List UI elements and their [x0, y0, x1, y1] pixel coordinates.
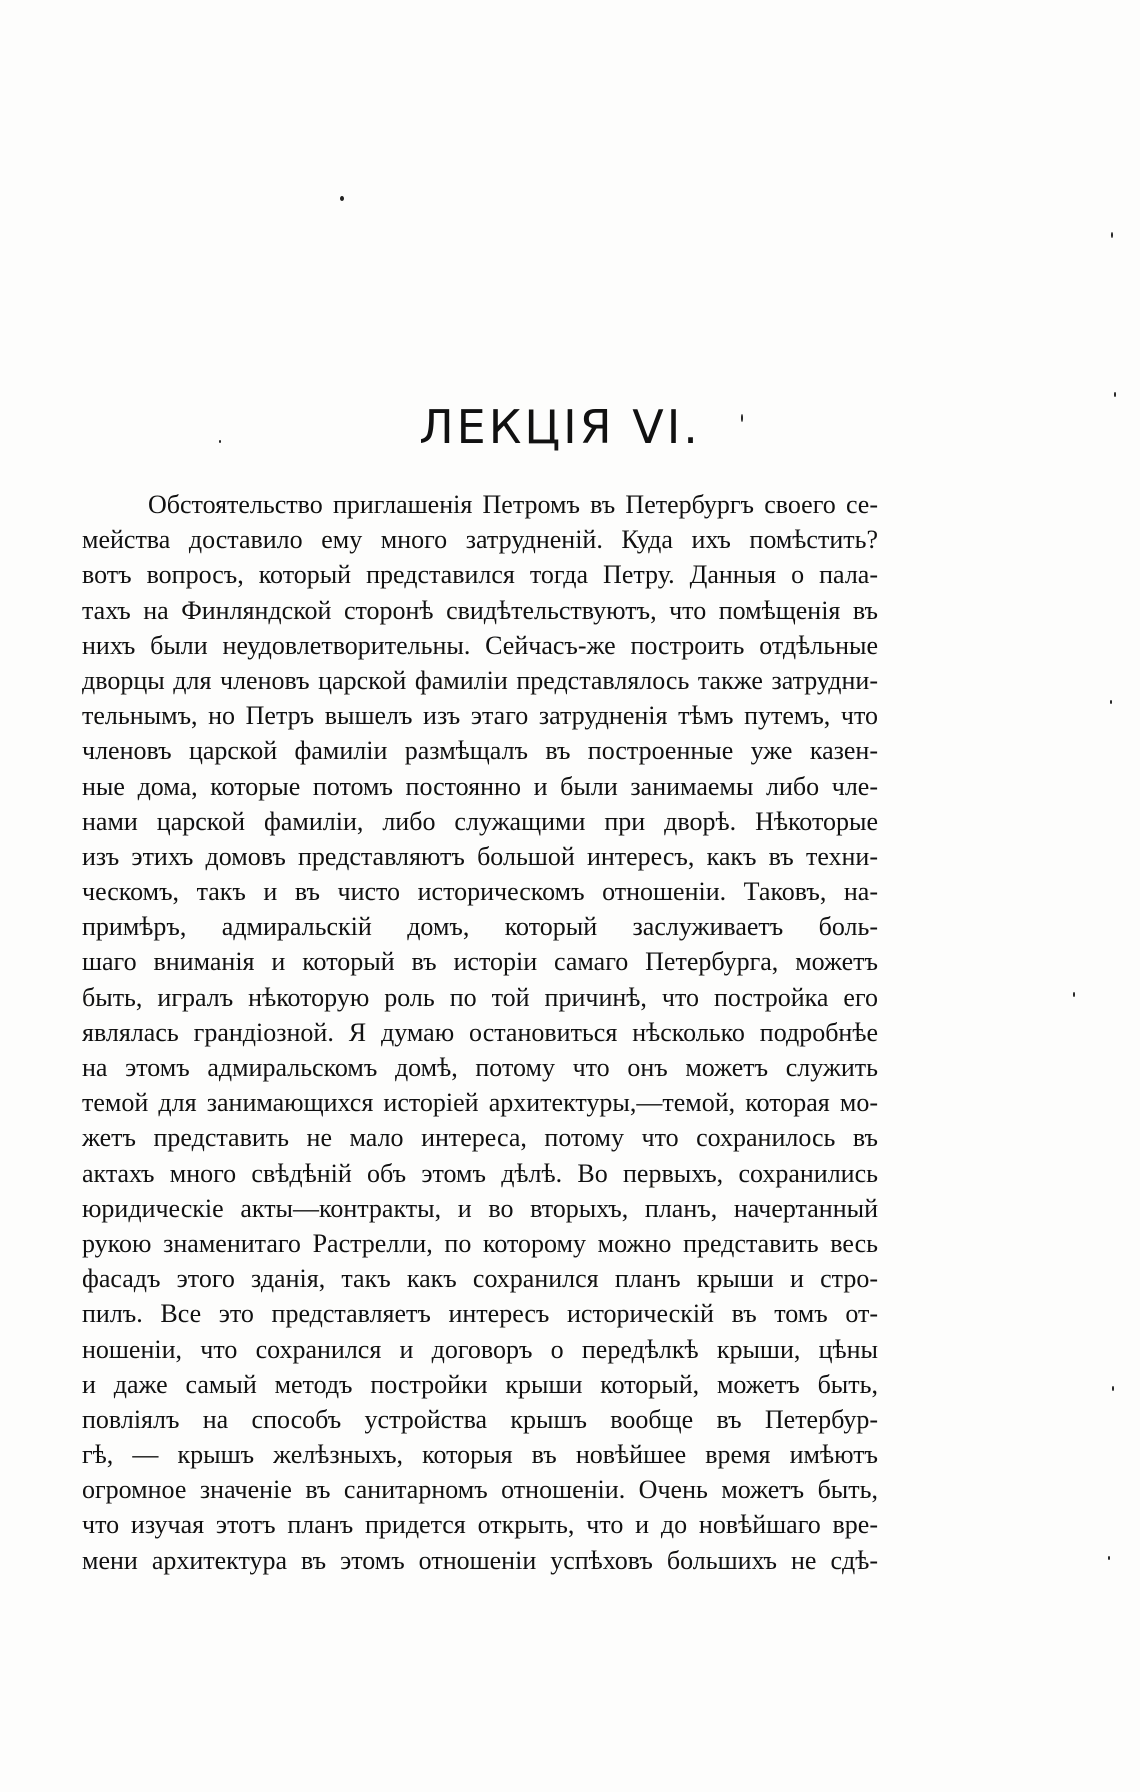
lecture-title: ЛЕКЦІЯ VI.: [419, 400, 701, 454]
text-line: актахъ много свѣдѣній объ этомъ дѣлѣ. Во первыхъ, сохранились: [82, 1158, 878, 1188]
body-text: [82, 487, 878, 1578]
text-line: тельнымъ, но Петръ вышелъ изъ этаго затрудненія тѣмъ путемъ, что: [82, 701, 878, 731]
text-line: темой для занимающихся исторіей архитектуры,—темой, которая мо-: [82, 1088, 878, 1118]
text-line: нихъ были неудовлетворительны. Сейчасъ-же построить отдѣльные: [82, 630, 878, 660]
text-line: на этомъ адмиральскомъ домѣ, потому что онъ можетъ служить: [82, 1053, 878, 1082]
text-line: членовъ царской фамиліи размѣщалъ въ построенные уже казен-: [82, 736, 878, 766]
text-line: огромное значеніе въ санитарномъ отношеніи. Очень можетъ быть,: [82, 1475, 878, 1505]
scan-speck: [1114, 392, 1116, 397]
text-line: вотъ вопросъ, который представился тогда Петру. Данныя о пала-: [82, 560, 878, 590]
text-line: повліялъ на способъ устройства крышъ вообще въ Петербур-: [82, 1404, 878, 1434]
text-line: тахъ на Финляндской сторонѣ свидѣтельствуютъ, что помѣщенія въ: [82, 595, 878, 625]
text-line: фасадъ этого зданія, такъ какъ сохранился планъ крыши и стро-: [82, 1264, 878, 1294]
text-line: юридическіе акты—контракты, и во вторыхъ, планъ, начертанный: [82, 1193, 878, 1223]
text-line: нами царской фамиліи, либо служащими при дворѣ. Нѣкоторые: [82, 806, 878, 836]
text-line: являлась грандіозной. Я думаю остановиться нѣсколько подробнѣе: [82, 1017, 878, 1047]
text-line: рукою знаменитаго Растрелли, по которому можно представить весь: [82, 1228, 878, 1258]
text-line: гѣ, — крышъ желѣзныхъ, которыя въ новѣйшее время имѣютъ: [82, 1440, 878, 1470]
scan-speck: [1073, 992, 1075, 997]
text-line: Обстоятельство приглашенія Петромъ въ Петербургъ своего се-: [148, 490, 878, 519]
text-line: жетъ представить не мало интереса, потому что сохранилось въ: [82, 1123, 878, 1153]
scan-speck: [741, 414, 743, 422]
text-line: шаго вниманія и который въ исторіи самаго Петербурга, можетъ: [82, 947, 878, 977]
scan-speck: [1112, 1386, 1114, 1391]
text-line: мени архитектура въ этомъ отношеніи успѣховъ большихъ не сдѣ-: [82, 1545, 878, 1575]
scan-speck: [1111, 232, 1113, 238]
scan-speck: [340, 196, 344, 201]
text-line: изъ этихъ домовъ представляютъ большой интересъ, какъ въ техни-: [82, 841, 878, 871]
text-line: быть, игралъ нѣкоторую роль по той причинѣ, что постройка его: [82, 982, 878, 1012]
text-line: и даже самый методъ постройки крыши который, можетъ быть,: [82, 1369, 878, 1399]
scan-speck: [1110, 700, 1112, 704]
text-line: пилъ. Все это представляетъ интересъ историческій въ томъ от-: [82, 1299, 878, 1329]
text-line: что изучая этотъ планъ придется открыть, что и до новѣйшаго вре-: [82, 1510, 878, 1540]
text-line: дворцы для членовъ царской фамиліи представлялось также затрудни-: [82, 665, 878, 695]
text-line: ческомъ, такъ и въ чисто историческомъ отношеніи. Таковъ, на-: [82, 877, 878, 907]
text-line: примѣръ, адмиральскій домъ, который заслуживаетъ боль-: [82, 912, 878, 942]
text-line: ношеніи, что сохранился и договоръ о передѣлкѣ крыши, цѣны: [82, 1334, 878, 1364]
text-line: ные дома, которые потомъ постоянно и были занимаемы либо чле-: [82, 771, 878, 801]
scan-speck: [1108, 1556, 1110, 1560]
text-line: мейства доставило ему много затрудненій. Куда ихъ помѣстить?: [82, 525, 878, 555]
scan-speck: [219, 440, 221, 443]
